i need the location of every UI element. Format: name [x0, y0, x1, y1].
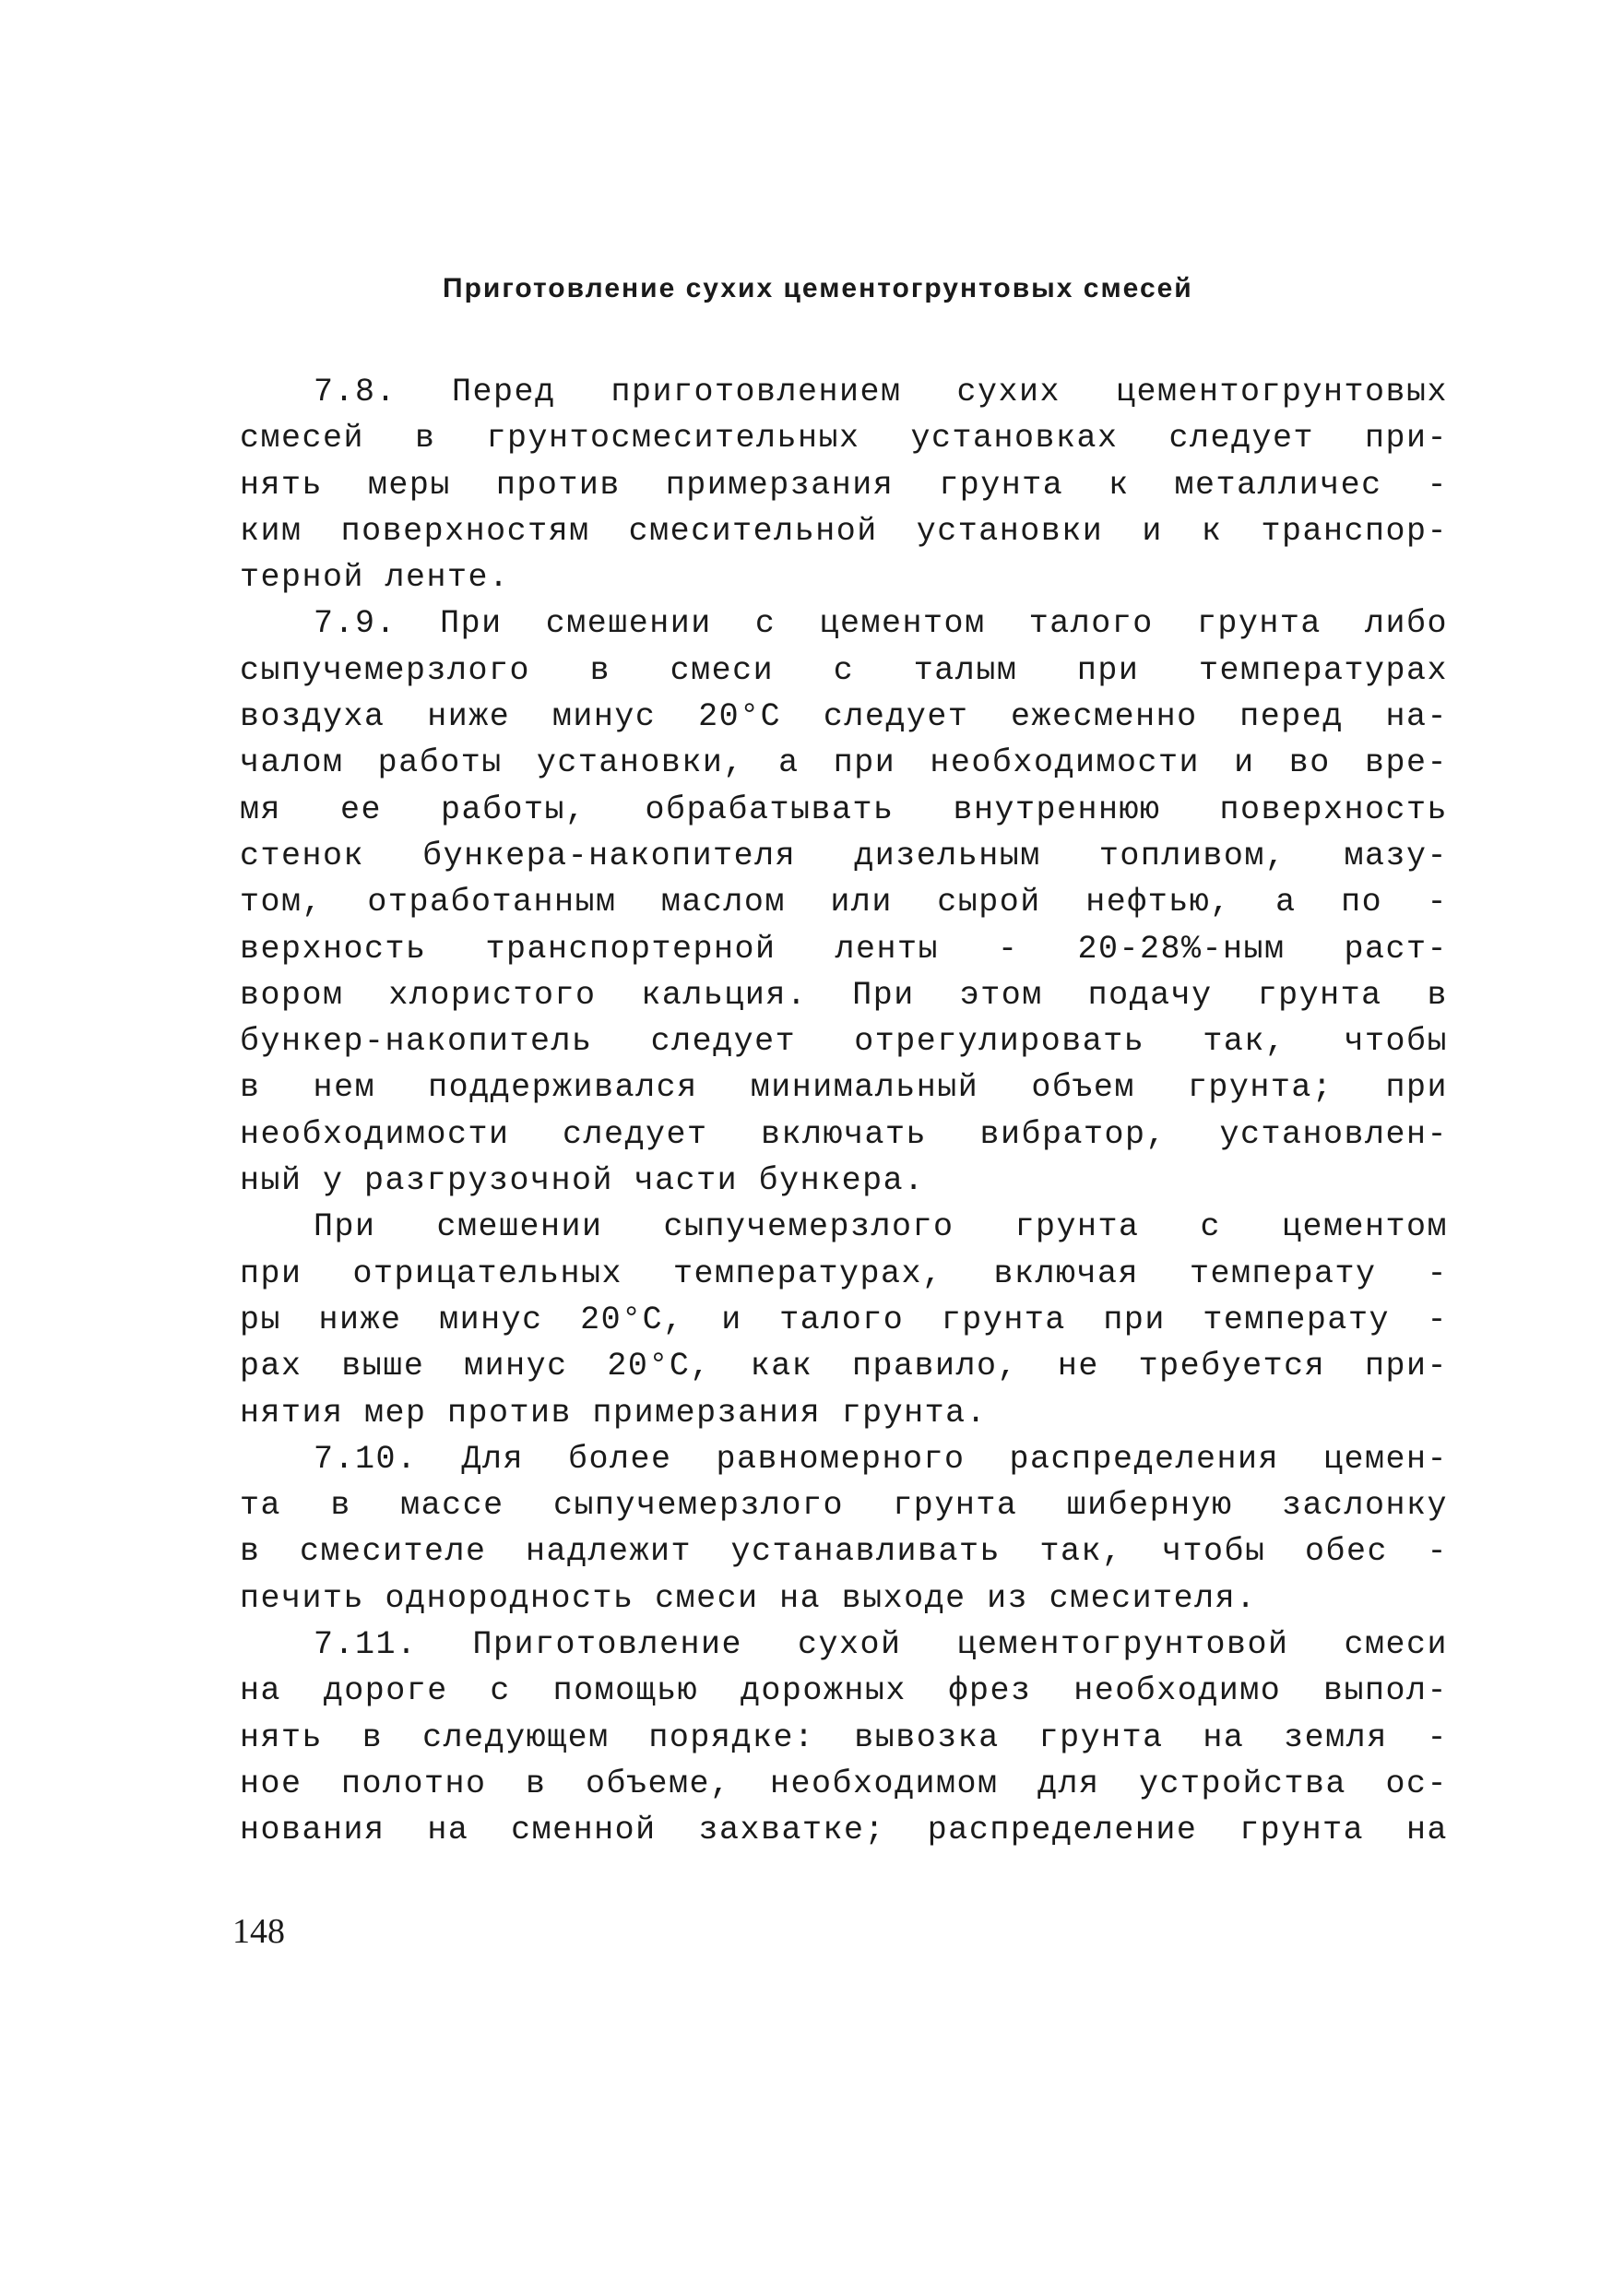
text-line: в нем поддерживался минимальный объем грунта; при [240, 1069, 1448, 1107]
text-line: при отрицательных температурах, включая температу - [240, 1254, 1448, 1292]
page-number: 148 [232, 1912, 285, 1951]
text-line: 7.10. Для более равномерного распределения цемен- [314, 1440, 1448, 1478]
text-line: воздуха ниже минус 20°С следует ежесменно перед на- [240, 698, 1448, 736]
text-line: та в массе сыпучемерзлого грунта шиберную заслонку [240, 1487, 1448, 1525]
text-line: ное полотно в объеме, необходимом для устройства ос- [240, 1765, 1448, 1802]
text-line: в смесителе надлежит устанавливать так, чтобы обес - [240, 1533, 1448, 1571]
text-line: мя ее работы, обрабатывать внутреннюю поверхность [240, 790, 1448, 828]
text-line: ный у разгрузочной части бункера. [240, 1162, 925, 1200]
text-line: нования на сменной захватке; распределение грунта на [240, 1812, 1448, 1849]
text-line: печить однородность смеси на выходе из смесителя. [240, 1579, 1257, 1617]
text-line: нятия мер против примерзания грунта. [240, 1394, 988, 1432]
text-line: 7.9. При смешении с цементом талого грунта либо [314, 605, 1448, 643]
text-line: ким поверхностям смесительной установки и к транспор- [240, 512, 1448, 550]
text-line: 7.11. Приготовление сухой цементогрунтовой смеси [314, 1626, 1448, 1664]
text-line: бункер-накопитель следует отрегулировать так, чтобы [240, 1023, 1448, 1061]
body-text [240, 369, 1448, 1854]
text-line: чалом работы установки, а при необходимости и во вре- [240, 744, 1448, 782]
text-line: нять в следующем порядке: вывозка грунта на земля - [240, 1718, 1448, 1756]
text-line: верхность транспортерной ленты - 20-28%-ным раст- [240, 930, 1448, 968]
text-line: стенок бункера-накопителя дизельным топливом, мазу- [240, 837, 1448, 874]
text-line: на дороге с помощью дорожных фрез необходимо выпол- [240, 1672, 1448, 1710]
text-line: нять меры против примерзания грунта к металличес - [240, 466, 1448, 504]
text-line: вором хлористого кальция. При этом подачу грунта в [240, 976, 1448, 1014]
text-line: терной ленте. [240, 559, 510, 597]
text-line: смесей в грунтосмесительных установках следует при- [240, 420, 1448, 458]
text-line: При смешении сыпучемерзлого грунта с цементом [314, 1208, 1448, 1246]
text-line: сыпучемерзлого в смеси с талым при температурах [240, 651, 1448, 689]
text-line: ры ниже минус 20°С, и талого грунта при температу - [240, 1301, 1448, 1338]
text-line: необходимости следует включать вибратор, установлен- [240, 1115, 1448, 1153]
text-line: том, отработанным маслом или сырой нефтью, а по - [240, 884, 1448, 921]
text-line: 7.8. Перед приготовлением сухих цементогрунтовых [314, 374, 1448, 410]
section-heading: Приготовление сухих цементогрунтовых смесей [443, 273, 1193, 303]
text-line: рах выше минус 20°С, как правило, не требуется при- [240, 1348, 1448, 1385]
